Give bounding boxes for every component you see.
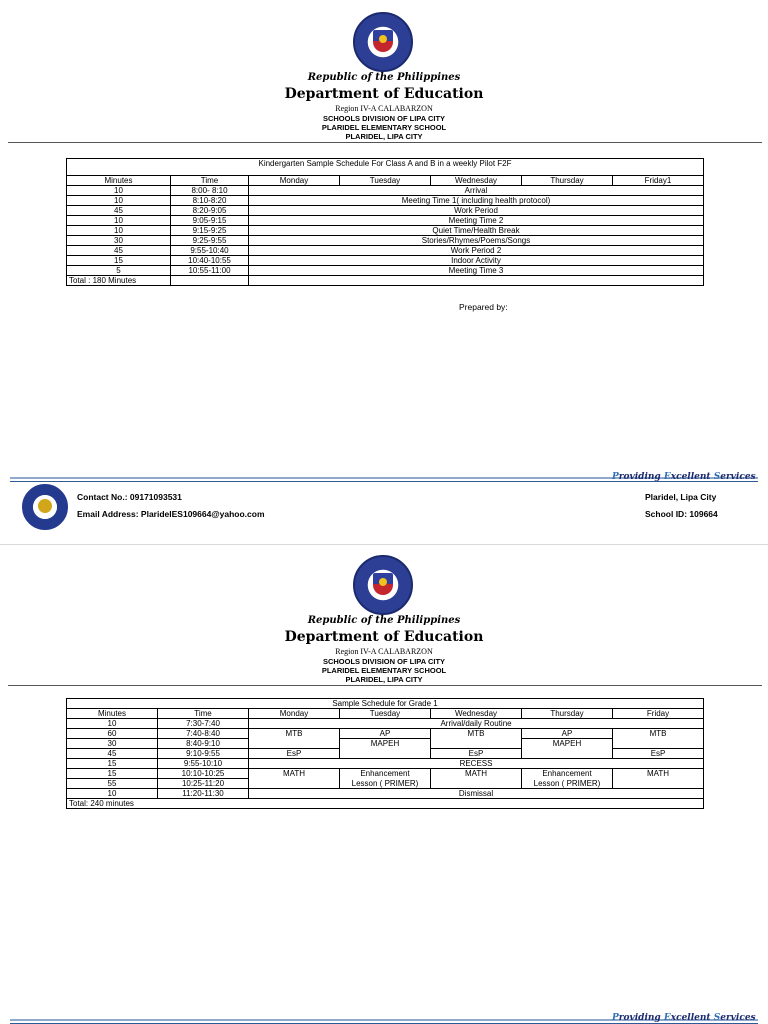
subject-cell — [613, 739, 704, 749]
email-address: Email Address: PlaridelES109664@yahoo.com — [77, 509, 265, 519]
division-line: SCHOOLS DIVISION OF LIPA CITY — [322, 114, 446, 123]
time-cell: 8:40-9:10 — [158, 739, 249, 749]
subject-cell — [522, 749, 613, 759]
table-row — [67, 769, 704, 779]
school-location: Plaridel, Lipa City — [645, 492, 717, 502]
col-header: Thursday — [522, 709, 613, 719]
activity-cell: Arrival — [249, 186, 704, 196]
activity-cell: RECESS — [249, 759, 704, 769]
empty-cell — [171, 276, 249, 286]
minutes-cell: 15 — [67, 256, 171, 266]
table-row — [67, 236, 704, 246]
subject-cell: MAPEH — [522, 739, 613, 749]
minutes-cell: 15 — [67, 759, 158, 769]
subject-cell — [431, 739, 522, 749]
subject-cell — [613, 779, 704, 789]
time-cell: 9:25-9:55 — [171, 236, 249, 246]
subject-cell: Lesson ( PRIMER) — [340, 779, 431, 789]
col-header: Time — [171, 176, 249, 186]
time-cell: 9:15-9:25 — [171, 226, 249, 236]
subject-cell: EsP — [613, 749, 704, 759]
subject-cell: Lesson ( PRIMER) — [522, 779, 613, 789]
col-header: Friday1 — [613, 176, 704, 186]
activity-cell: Indoor Activity — [249, 256, 704, 266]
col-header: Wednesday — [431, 709, 522, 719]
table-row — [67, 206, 704, 216]
col-header: Thursday — [522, 176, 613, 186]
city-line: PLARIDEL, LIPA CITY — [345, 132, 423, 141]
school-line: PLARIDEL ELEMENTARY SCHOOL — [321, 123, 447, 132]
subject-cell: MTB — [249, 729, 340, 739]
time-cell: 8:10-8:20 — [171, 196, 249, 206]
school-logo — [22, 484, 68, 530]
header-divider — [8, 685, 762, 686]
minutes-cell: 30 — [67, 739, 158, 749]
minutes-cell: 45 — [67, 206, 171, 216]
department-title: Department of Education — [284, 629, 484, 645]
subject-cell: AP — [522, 729, 613, 739]
col-header: Monday — [249, 709, 340, 719]
minutes-cell: 10 — [67, 226, 171, 236]
slogan: Providing Excellent Services — [612, 472, 756, 482]
total-cell: Total : 180 Minutes — [67, 276, 171, 286]
minutes-cell: 60 — [67, 729, 158, 739]
minutes-cell: 10 — [67, 186, 171, 196]
subject-cell — [249, 739, 340, 749]
subject-cell: EsP — [431, 749, 522, 759]
prepared-by-label: Prepared by: — [459, 302, 508, 312]
table-row — [67, 729, 704, 739]
subject-cell: MAPEH — [340, 739, 431, 749]
time-cell: 9:55-10:40 — [171, 246, 249, 256]
empty-cell — [249, 276, 704, 286]
contact-number: Contact No.: 09171093531 — [77, 492, 182, 502]
table-row — [67, 749, 704, 759]
activity-cell: Arrival/daily Routine — [249, 719, 704, 729]
table-row — [67, 779, 704, 789]
subject-cell: Enhancement — [340, 769, 431, 779]
minutes-cell: 55 — [67, 779, 158, 789]
minutes-cell: 10 — [67, 196, 171, 206]
department-title: Department of Education — [284, 86, 484, 102]
time-cell: 8:20-9:05 — [171, 206, 249, 216]
time-cell: 11:20-11:30 — [158, 789, 249, 799]
time-cell: 10:25-11:20 — [158, 779, 249, 789]
total-row — [67, 799, 704, 809]
table-row — [67, 719, 704, 729]
table-row — [67, 216, 704, 226]
col-header: Monday — [249, 176, 340, 186]
minutes-cell: 10 — [67, 216, 171, 226]
minutes-cell: 10 — [67, 789, 158, 799]
activity-cell: Dismissal — [249, 789, 704, 799]
kinder-schedule-table — [66, 158, 704, 286]
time-cell: 9:10-9:55 — [158, 749, 249, 759]
region-line: Region IV-A CALABARZON — [335, 104, 433, 113]
table-row — [67, 256, 704, 266]
time-cell: 9:55-10:10 — [158, 759, 249, 769]
deped-seal — [353, 12, 413, 72]
table-row — [67, 759, 704, 769]
kinder-header-row — [67, 176, 704, 186]
table-row — [67, 186, 704, 196]
col-header: Time — [158, 709, 249, 719]
table-row — [67, 246, 704, 256]
table-row — [67, 739, 704, 749]
col-header: Minutes — [67, 709, 158, 719]
time-cell: 10:10-10:25 — [158, 769, 249, 779]
table-row — [67, 226, 704, 236]
activity-cell: Quiet Time/Health Break — [249, 226, 704, 236]
slogan: Providing Excellent Services — [612, 1013, 756, 1023]
subject-cell: Enhancement — [522, 769, 613, 779]
time-cell: 10:40-10:55 — [171, 256, 249, 266]
header-divider — [8, 142, 762, 143]
minutes-cell: 10 — [67, 719, 158, 729]
activity-cell: Meeting Time 2 — [249, 216, 704, 226]
activity-cell: Stories/Rhymes/Poems/Songs — [249, 236, 704, 246]
subject-cell: MATH — [249, 769, 340, 779]
col-header: Minutes — [67, 176, 171, 186]
activity-cell: Work Period — [249, 206, 704, 216]
total-cell: Total: 240 minutes — [67, 799, 704, 809]
region-line: Region IV-A CALABARZON — [335, 647, 433, 656]
grade1-schedule-table — [66, 698, 704, 809]
school-id: School ID: 109664 — [645, 509, 718, 519]
kinder-caption: Kindergarten Sample Schedule For Class A and B in a weekly Pilot F2F — [67, 159, 704, 176]
subject-cell — [249, 779, 340, 789]
col-header: Wednesday — [431, 176, 522, 186]
deped-seal — [353, 555, 413, 615]
activity-cell: Meeting Time 1( including health protocol) — [249, 196, 704, 206]
time-cell: 8:00- 8:10 — [171, 186, 249, 196]
grade1-header-row — [67, 709, 704, 719]
subject-cell: EsP — [249, 749, 340, 759]
activity-cell: Work Period 2 — [249, 246, 704, 256]
minutes-cell: 45 — [67, 749, 158, 759]
time-cell: 10:55-11:00 — [171, 266, 249, 276]
col-header: Friday — [613, 709, 704, 719]
school-line: PLARIDEL ELEMENTARY SCHOOL — [321, 666, 447, 675]
time-cell: 7:40-8:40 — [158, 729, 249, 739]
subject-cell: MTB — [613, 729, 704, 739]
minutes-cell: 45 — [67, 246, 171, 256]
table-row — [67, 266, 704, 276]
table-row — [67, 196, 704, 206]
minutes-cell: 5 — [67, 266, 171, 276]
page-break — [0, 544, 768, 545]
time-cell: 9:05-9:15 — [171, 216, 249, 226]
subject-cell — [340, 749, 431, 759]
subject-cell — [431, 779, 522, 789]
grade1-caption: Sample Schedule for Grade 1 — [67, 699, 704, 709]
subject-cell: MATH — [613, 769, 704, 779]
activity-cell: Meeting Time 3 — [249, 266, 704, 276]
subject-cell: MTB — [431, 729, 522, 739]
subject-cell: MATH — [431, 769, 522, 779]
col-header: Tuesday — [340, 176, 431, 186]
col-header: Tuesday — [340, 709, 431, 719]
subject-cell: AP — [340, 729, 431, 739]
minutes-cell: 30 — [67, 236, 171, 246]
republic-line: Republic of the Philippines — [307, 615, 461, 626]
minutes-cell: 15 — [67, 769, 158, 779]
time-cell: 7:30-7:40 — [158, 719, 249, 729]
total-row — [67, 276, 704, 286]
table-row — [67, 789, 704, 799]
republic-line: Republic of the Philippines — [307, 72, 461, 83]
city-line: PLARIDEL, LIPA CITY — [345, 675, 423, 684]
division-line: SCHOOLS DIVISION OF LIPA CITY — [322, 657, 446, 666]
